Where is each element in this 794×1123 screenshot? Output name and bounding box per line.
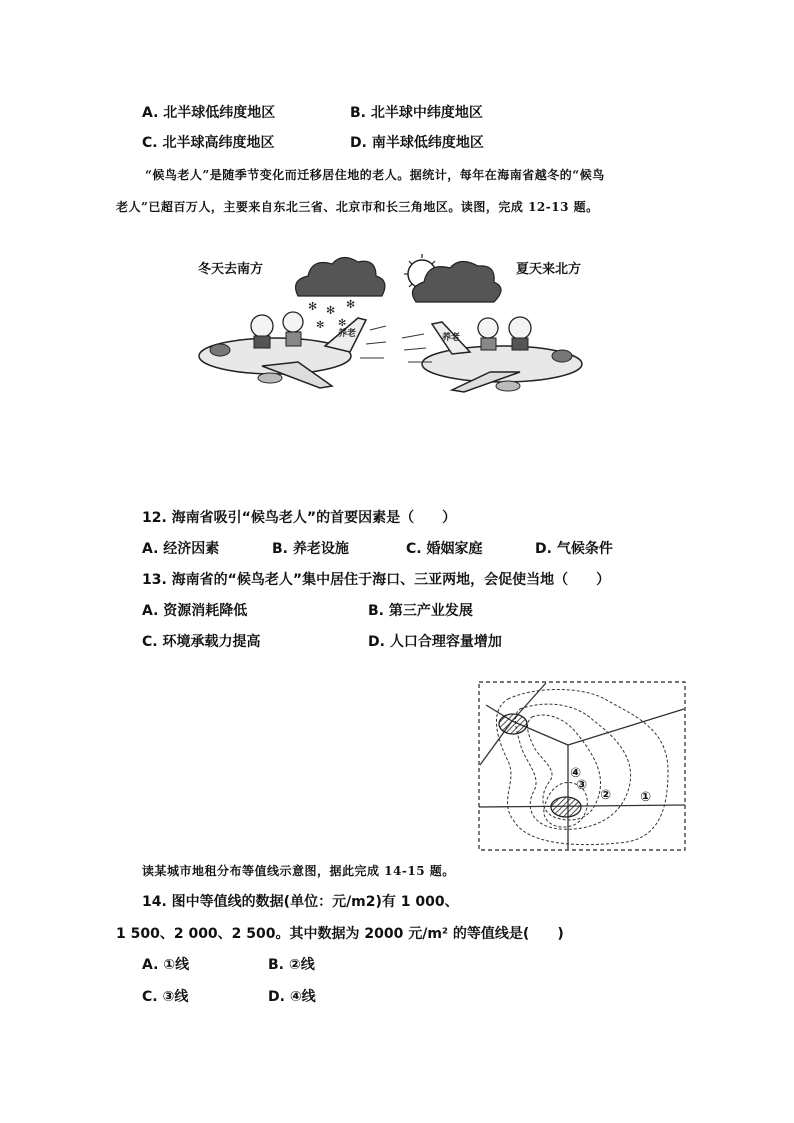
q12-option-a: A. 经济因素 <box>142 541 220 557</box>
q14-option-b: B. ②线 <box>268 957 315 973</box>
label-line-4: ④ <box>570 766 582 781</box>
q13-option-b: B. 第三产业发展 <box>368 603 473 619</box>
passage-line-1: “候鸟老人”是随季节变化而迁移居住地的老人。据统计，每年在海南省越冬的“候鸟 <box>145 168 605 182</box>
option-c: C. 北半球高纬度地区 <box>142 135 275 151</box>
right-caption: 夏天来北方 <box>516 262 582 277</box>
cbd-area-south <box>551 797 581 817</box>
option-d: D. 南半球低纬度地区 <box>350 135 484 151</box>
q14-stem-line-1: 14. 图中等值线的数据(单位：元/m2)有 1 000、 <box>142 894 459 910</box>
passage2: 读某城市地租分布等值线示意图，据此完成 14-15 题。 <box>142 864 455 878</box>
svg-text:✻: ✻ <box>338 318 347 329</box>
q14-option-c: C. ③线 <box>142 989 189 1005</box>
right-plane-icon <box>402 317 582 392</box>
svg-text:✻: ✻ <box>326 304 336 317</box>
label-line-3: ③ <box>576 778 588 793</box>
right-plane-text: 养老 <box>442 333 461 343</box>
svg-text:✻: ✻ <box>346 298 356 311</box>
q12-option-d: D. 气候条件 <box>535 541 613 557</box>
q13-option-d: D. 人口合理容量增加 <box>368 634 502 650</box>
q13-stem: 13. 海南省的“候鸟老人”集中居住于海口、三亚两地，会促使当地（ ） <box>142 572 611 588</box>
option-b: B. 北半球中纬度地区 <box>350 105 483 121</box>
q14-option-a: A. ①线 <box>142 957 190 973</box>
migratory-elderly-cartoon <box>190 248 590 393</box>
label-line-2: ② <box>600 788 612 803</box>
q13-option-a: A. 资源消耗降低 <box>142 603 248 619</box>
snow-cloud-icon <box>296 257 385 331</box>
sun-cloud-icon <box>404 254 501 302</box>
q12-option-c: C. 婚姻家庭 <box>406 541 483 557</box>
q14-stem-line-2: 1 500、2 000、2 500。其中数据为 2000 元/m² 的等值线是( ) <box>116 926 564 942</box>
left-plane-text: 养老 <box>338 329 357 339</box>
svg-text:✻: ✻ <box>308 300 318 313</box>
q14-option-d: D. ④线 <box>268 989 316 1005</box>
passage-line-2: 老人”已超百万人，主要来自东北三省、北京市和长三角地区。读图，完成 12-13 题。 <box>116 200 599 214</box>
land-rent-isoline-map <box>478 681 686 851</box>
left-caption: 冬天去南方 <box>198 262 264 277</box>
cbd-area-north <box>499 714 527 734</box>
option-a: A. 北半球低纬度地区 <box>142 105 276 121</box>
label-line-1: ① <box>640 790 652 805</box>
q12-option-b: B. 养老设施 <box>272 541 349 557</box>
q12-stem: 12. 海南省吸引“候鸟老人”的首要因素是（ ） <box>142 510 457 526</box>
svg-text:✻: ✻ <box>316 320 325 331</box>
left-plane-icon <box>199 312 386 388</box>
q13-option-c: C. 环境承载力提高 <box>142 634 261 650</box>
